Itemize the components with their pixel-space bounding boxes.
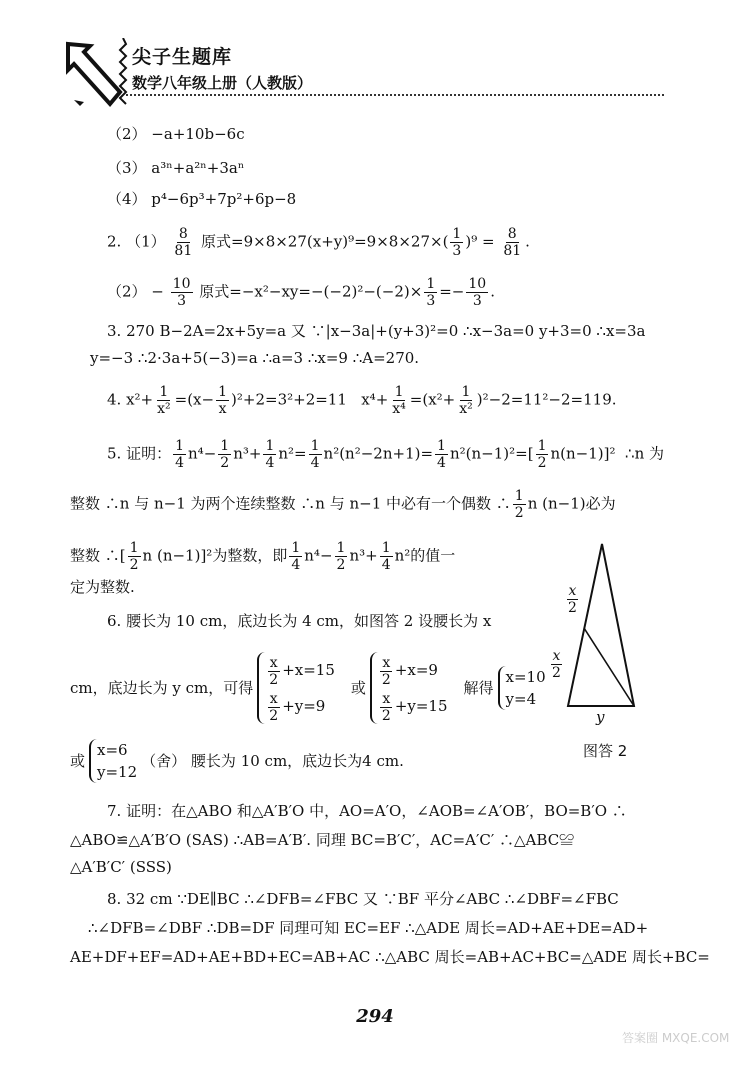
text: 原式=9×8×27(x+y)⁹=9×8×27× xyxy=(201,232,443,251)
numerator: x xyxy=(269,654,278,671)
denominator: 3 xyxy=(472,293,482,309)
denominator: x² xyxy=(459,401,473,417)
numerator: 8 xyxy=(507,226,517,242)
denominator: 2 xyxy=(129,557,139,573)
answer-line xyxy=(107,438,664,471)
numerator: 1 xyxy=(310,438,320,454)
numerator: x xyxy=(269,690,278,707)
text: 或 xyxy=(70,752,86,770)
equation xyxy=(265,688,335,724)
numerator: 8 xyxy=(178,226,188,242)
numerator: 1 xyxy=(394,384,404,400)
text: +x=15 xyxy=(282,661,335,679)
text: =− xyxy=(439,282,465,301)
text: 为整数，即 xyxy=(212,546,288,565)
answer-line: 8. 32 cm ∵DE∥BC ∴∠DFB=∠FBC 又 ∵BF 平分∠ABC ∴∠DBF=∠FBC xyxy=(107,890,619,908)
triangle-figure xyxy=(560,540,660,720)
text: cm，底边长为 y cm，可得 xyxy=(70,679,254,697)
numerator: x xyxy=(382,690,391,707)
answer-line: （3） a³ⁿ+a²ⁿ+3aⁿ xyxy=(107,159,245,177)
triangle-outline xyxy=(568,544,634,706)
numerator: 1 xyxy=(426,276,436,292)
denominator: 81 xyxy=(174,243,193,259)
fraction xyxy=(335,540,348,573)
fraction xyxy=(380,540,393,573)
fraction xyxy=(435,438,448,471)
equation: y=4 xyxy=(505,690,537,708)
denominator: 4 xyxy=(265,455,275,471)
watermark-logo xyxy=(618,1008,738,1064)
text: n⁴− xyxy=(304,546,333,565)
answer-line: △ABO≌△A′B′O (SAS) ∴AB=A′B′. 同理 BC=B′C′，AC=A′C′ ∴△ABC≌ xyxy=(70,831,575,849)
answer-line: 3. 270 B−2A=2x+5y=a 又 ∵|x−3a|+(y+3)²=0 ∴x−3a=0 y+3=0 ∴x=3a xyxy=(107,322,646,340)
fraction xyxy=(173,438,186,471)
fraction xyxy=(380,655,393,688)
text: 的值一 xyxy=(410,546,456,565)
numerator: 1 xyxy=(265,438,275,454)
denominator: 81 xyxy=(503,243,522,259)
numerator: 10 xyxy=(172,276,191,292)
text: n (n−1)必为 xyxy=(527,494,616,513)
solution-system xyxy=(498,666,546,710)
text: n² xyxy=(394,546,411,565)
answer-line: 7. 证明：在△ABO 和△A′B′O 中，AO=A′O，∠AOB=∠A′OB′，BO=B′O ∴ xyxy=(107,802,627,820)
denominator: 2 xyxy=(381,671,391,688)
denominator: 2 xyxy=(568,600,577,616)
fraction xyxy=(267,655,280,688)
answer-line: y=−3 ∴2·3a+5(−3)=a ∴a=3 ∴x=9 ∴A=270. xyxy=(90,349,420,367)
text: +y=15 xyxy=(394,697,448,715)
fraction xyxy=(501,226,523,259)
text: 整数 ∴[ xyxy=(70,546,126,565)
numerator: 1 xyxy=(381,540,391,556)
denominator: 3 xyxy=(426,293,436,309)
text: )² xyxy=(231,390,243,409)
denominator: 2 xyxy=(552,665,561,681)
numerator: 1 xyxy=(537,438,547,454)
numerator: 1 xyxy=(452,226,462,242)
side-label-fraction xyxy=(550,648,563,681)
numerator: 1 xyxy=(218,384,228,400)
text: 2. （1） xyxy=(107,232,166,251)
text: 解得 xyxy=(463,679,494,697)
answer-line: △A′B′C′ (SSS) xyxy=(70,858,172,876)
answer-line xyxy=(107,384,617,417)
equation: x=6 xyxy=(97,741,128,759)
numerator: x xyxy=(568,583,577,599)
fraction xyxy=(289,540,302,573)
denominator: 2 xyxy=(514,505,524,521)
denominator: 2 xyxy=(381,707,391,724)
text: n⁴− xyxy=(188,444,217,463)
fraction xyxy=(267,691,280,724)
answer-line: 2. （1） $\frac{8}{81}$ 原式=9×8×27(x+y)⁹=9×8×27×( $\frac{1}{3}$ )⁹ = $\frac{8}{81}$ . xyxy=(107,226,530,259)
text: （舍） 腰长为 10 cm，底边长为4 cm. xyxy=(141,752,404,770)
equation xyxy=(265,652,335,688)
text: （2） − xyxy=(107,282,164,301)
text: n³+ xyxy=(349,546,378,565)
fraction xyxy=(424,276,437,309)
denominator: 4 xyxy=(310,455,320,471)
fraction xyxy=(513,488,526,521)
base-label: y xyxy=(596,708,605,726)
denominator: 4 xyxy=(291,557,301,573)
fraction xyxy=(218,438,231,471)
text: 原式=−x²−xy=−(−2)²−(−2)× xyxy=(199,282,423,301)
answer-line: ∴∠DFB=∠DBF ∴DB=DF 同理可知 EC=EF ∴△ADE 周长=AD+AE+DE=AD+ xyxy=(88,919,649,937)
denominator: 3 xyxy=(177,293,187,309)
brand-title: 尖子生题库 xyxy=(132,46,233,68)
fraction xyxy=(155,384,173,417)
numerator: x xyxy=(382,654,391,671)
equation: y=12 xyxy=(97,763,138,781)
equation xyxy=(378,688,448,724)
text: 4. x²+ xyxy=(107,390,154,409)
denominator: x⁴ xyxy=(392,401,406,417)
figure-caption: 图答 2 xyxy=(583,742,628,760)
text: 或 xyxy=(350,679,366,697)
fraction xyxy=(457,384,475,417)
fraction xyxy=(536,438,549,471)
numerator: 1 xyxy=(437,438,446,454)
text: =(x− xyxy=(174,390,215,409)
answer-line xyxy=(70,648,550,728)
text: ∴n 为 xyxy=(625,444,665,463)
fraction xyxy=(171,276,193,309)
denominator: 2 xyxy=(269,707,279,724)
text: −2=11²−2=119. xyxy=(488,390,617,409)
numerator: 10 xyxy=(468,276,487,292)
denominator: 2 xyxy=(537,455,547,471)
answer-line: AE+DF+EF=AD+AE+BD+EC=AB+AC ∴△ABC 周长=AB+AC+BC=△ADE 周长+BC= xyxy=(70,948,710,966)
denominator: 4 xyxy=(437,455,446,471)
denominator: 2 xyxy=(269,671,279,688)
denominator: 4 xyxy=(175,455,185,471)
denominator: 2 xyxy=(220,455,230,471)
denominator: 3 xyxy=(452,243,462,259)
text: n(n−1)]² xyxy=(550,444,616,463)
answer-line xyxy=(70,738,404,784)
fraction xyxy=(172,226,194,259)
side-label-fraction xyxy=(566,583,579,616)
answer-line: （2） − $\frac{10}{3}$ 原式=−x²−xy=−(−2)²−(−2)× $\frac{1}{3}$ =− $\frac{10}{3}$ . xyxy=(107,276,495,309)
answer-line: 6. 腰长为 10 cm，底边长为 4 cm，如图答 2 设腰长为 x xyxy=(107,612,492,630)
denominator: 2 xyxy=(336,557,346,573)
page-number: 294 xyxy=(356,1006,394,1027)
fraction xyxy=(380,691,393,724)
answer-line: 定为整数. xyxy=(70,578,135,596)
text: x⁴+ xyxy=(361,390,389,409)
watermark-text: 答案圈 MXQE.COM xyxy=(622,1031,730,1045)
numerator: 1 xyxy=(461,384,471,400)
numerator: 1 xyxy=(336,540,346,556)
denominator: 4 xyxy=(381,557,391,573)
text: +2=3²+2=11 xyxy=(242,390,347,409)
text: =(x²+ xyxy=(409,390,456,409)
fraction xyxy=(216,384,229,417)
answer-line: （4） p⁴−6p³+7p²+6p−8 xyxy=(107,190,297,208)
text: 5. 证明： xyxy=(107,444,172,463)
numerator: 1 xyxy=(129,540,139,556)
text: )² xyxy=(476,390,489,409)
fraction xyxy=(309,438,322,471)
fraction xyxy=(263,438,276,471)
solution-system xyxy=(89,739,137,783)
answer-line: （2） −a+10b−6c xyxy=(107,125,245,143)
text: n²(n²−2n+1)= xyxy=(323,444,434,463)
answer-line xyxy=(70,488,616,521)
answer-line xyxy=(70,540,455,573)
numerator: x xyxy=(552,648,561,664)
denominator: x xyxy=(218,401,227,417)
numerator: 1 xyxy=(175,438,185,454)
text: n³+ xyxy=(233,444,262,463)
fraction xyxy=(466,276,488,309)
text: ⁹ = xyxy=(471,232,495,251)
text: n²(n−1)²=[ xyxy=(449,444,534,463)
fraction xyxy=(128,540,141,573)
numerator: 1 xyxy=(514,488,524,504)
numerator: 1 xyxy=(291,540,301,556)
fraction xyxy=(390,384,408,417)
equation xyxy=(378,652,448,688)
equation-system xyxy=(257,652,335,724)
book-subtitle: 数学八年级上册（人教版） xyxy=(132,74,313,92)
equation-system xyxy=(370,652,448,724)
text: n²= xyxy=(278,444,307,463)
numerator: 1 xyxy=(220,438,230,454)
denominator: x² xyxy=(157,401,171,417)
fraction xyxy=(450,226,463,259)
numerator: 1 xyxy=(159,384,169,400)
text: n (n−1)]² xyxy=(142,546,213,565)
text: +x=9 xyxy=(394,661,438,679)
equation: x=10 xyxy=(505,668,546,686)
text: +y=9 xyxy=(282,697,326,715)
text: 整数 ∴n 与 n−1 为两个连续整数 ∴n 与 n−1 中必有一个偶数 ∴ xyxy=(70,494,511,513)
